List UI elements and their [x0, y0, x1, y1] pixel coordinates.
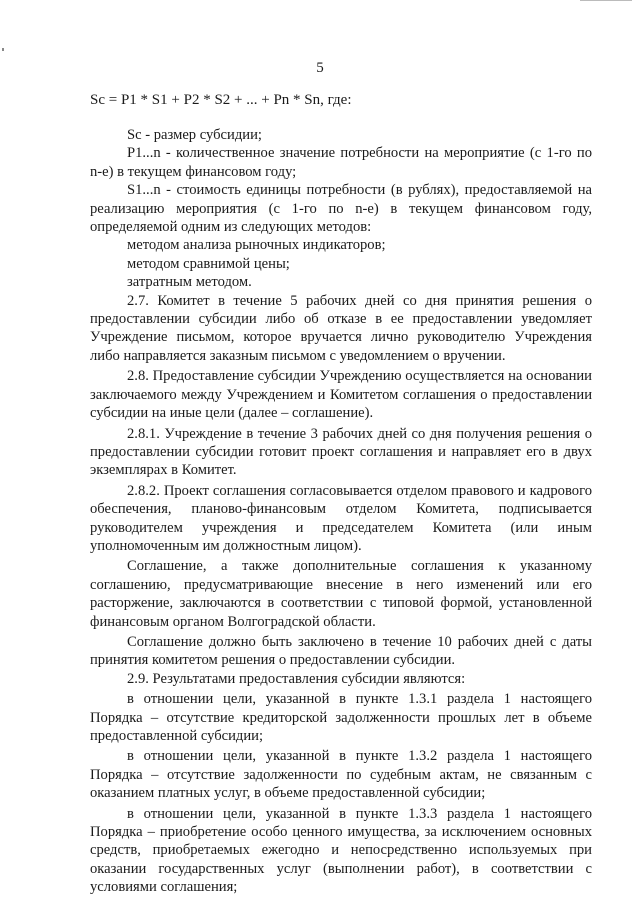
result-item: в отношении цели, указанной в пункте 1.3.2 раздела 1 настоящего Порядка – отсутствие задолженности по судебным актам, не связанным с оказанием платных услуг, в объеме предоставленной субсидии;	[90, 748, 592, 802]
paragraph: P1...n - количественное значение потребности на мероприятие (с 1-го по n-е) в текущем финансовом году;	[90, 145, 592, 180]
result-item: в отношении цели, указанной в пункте 1.3.1 раздела 1 настоящего Порядка – отсутствие кредиторской задолженности прошлых лет в объеме предоставленной субсидии;	[90, 691, 592, 744]
scan-mark	[580, 0, 632, 1]
paragraph: Соглашение должно быть заключено в течение 10 рабочих дней с даты принятия комитетом решения о предоставлении субсидии.	[90, 633, 592, 669]
paragraph: 2.7. Комитет в течение 5 рабочих дней со дня принятия решения о предоставлении субсидии либо об отказе в ее предоставлении уведомляет Учреждение письмом, которое вручается лично руководителю Учреждения либо направляется заказным письмом с уведомлением о вручении.	[90, 292, 592, 364]
page-number: 5	[316, 60, 324, 76]
result-item: в отношении цели, указанной в пункте 1.3.3 раздела 1 настоящего Порядка – приобретение особо ценного имущества, за исключением основных средств, приобретаемых ежегодно и непосредственно используемых при оказании государственных услуг (выполнении работ), в соответствии с условиями соглашения;	[90, 805, 592, 896]
method-item: затратным методом.	[127, 274, 252, 291]
document-body	[90, 126, 592, 897]
paragraph: Sc - размер субсидии;	[127, 127, 262, 143]
paragraph: Соглашение, а также дополнительные соглашения к указанному соглашению, предусматривающие внесение в него изменений или его расторжение, заключаются в соответствии с типовой формой, установленной финансовым органом Волгоградской области.	[90, 558, 592, 630]
subsidy-formula: Sc = P1 * S1 + P2 * S2 + ... + Pn * Sn, где:	[90, 92, 352, 108]
paragraph: 2.8. Предоставление субсидии Учреждению осуществляется на основании заключаемого между Учреждением и Комитетом соглашения о предоставлении субсидии на иные цели (далее – соглашение).	[90, 368, 592, 422]
method-item: методом сравнимой цены;	[127, 255, 290, 272]
paragraph: 2.9. Результатами предоставления субсидии являются:	[127, 670, 466, 687]
paragraph: 2.8.1. Учреждение в течение 3 рабочих дней со дня получения решения о предоставлении субсидии готовит проект соглашения и направляет его в двух экземплярах в Комитет.	[90, 425, 592, 479]
paragraph: 2.8.2. Проект соглашения согласовывается отделом правового и кадрового обеспечения, планово-финансовым отделом Комитета, подписывается руководителем учреждения и председателем Комитета (или иным уполномоченным им должностным лицом).	[90, 482, 592, 554]
method-item: методом анализа рыночных индикаторов;	[127, 237, 386, 254]
paragraph: S1...n - стоимость единицы потребности (в рублях), предоставляемой на реализацию мероприятия (с 1-го по n-е) в текущем финансовом году, определяемой одним из следующих методов:	[90, 182, 592, 236]
scan-mark	[2, 48, 4, 51]
